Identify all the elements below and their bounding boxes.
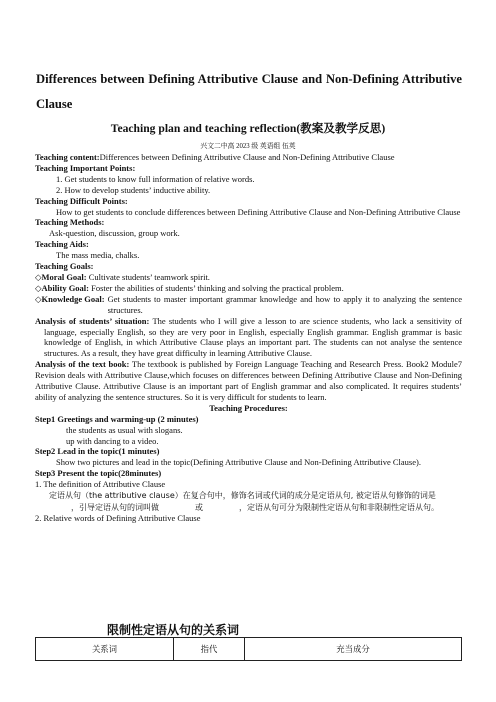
step1-heading: Step1 Greetings and warming-up (2 minutes) bbox=[35, 413, 199, 424]
analysis-textbook-text: The textbook is published by Foreign Language Teaching and Research Press. Book2 Module7 Revision deals with Attributive Clause,which focuses on differences between Defining Attributive Clause and Non-Defining Attributive Clause. Attributive Clause is an important part of English grammar and also complicated. It requires students’ ability of analyzing the sentence structures. So it is very difficult for students to learn. bbox=[35, 359, 462, 402]
definition-part-4: ，定语从句可分为限制性定语从句和非限制性定语从句。 bbox=[239, 502, 439, 512]
step2-wrap bbox=[35, 457, 462, 468]
moral-goal-label: ◇Moral Goal: bbox=[35, 271, 87, 282]
important-point-2: 2. How to develop students’ inductive ability. bbox=[56, 184, 211, 195]
step1-line-2: up with dancing to a video. bbox=[66, 435, 159, 446]
moral-goal-text: Cultivate students’ teamwork spirit. bbox=[88, 271, 210, 282]
ability-goal-label: ◇Ability Goal: bbox=[35, 282, 89, 293]
item-2-heading: 2. Relative words of Defining Attributive Clause bbox=[35, 513, 201, 524]
relative-words-table bbox=[35, 637, 462, 661]
analysis-textbook bbox=[35, 359, 462, 403]
knowledge-goal bbox=[35, 294, 462, 316]
difficult-points-heading: Teaching Difficult Points: bbox=[35, 195, 128, 206]
definition-part-1: 定语从句（the attributive clause）在复合句中，修饰名词或代词的成分是定语从句, 被定语从句修饰的词是 bbox=[49, 491, 436, 501]
moral-goal bbox=[35, 272, 462, 283]
methods-heading: Teaching Methods: bbox=[35, 217, 105, 228]
author-line: 兴文二中高 2023 级 英语组 伍英 bbox=[200, 143, 296, 150]
table-header-row bbox=[36, 638, 462, 661]
table-title: 限制性定语从句的关系词 bbox=[107, 623, 240, 637]
ability-goal bbox=[35, 283, 462, 294]
document-body bbox=[35, 152, 462, 524]
document-subtitle: Teaching plan and teaching reflection(教案及教学反思) bbox=[110, 122, 386, 135]
analysis-textbook-label: Analysis of the text book: bbox=[35, 359, 130, 370]
step1-line-1: the students as usual with slogans. bbox=[66, 424, 183, 435]
aids-heading: Teaching Aids: bbox=[35, 239, 89, 250]
aids-text: The mass media, chalks. bbox=[56, 250, 140, 261]
analysis-students-label: Analysis of students’ situation: bbox=[35, 315, 150, 326]
item-1-heading: 1. The definition of Attributive Clause bbox=[35, 479, 166, 490]
methods-text: Ask-question, discussion, group work. bbox=[49, 228, 180, 239]
teaching-content-text: Differences between Defining Attributive Clause and Non-Defining Attributive Clause bbox=[99, 152, 395, 162]
definition-paragraph bbox=[35, 490, 462, 513]
knowledge-goal-label: ◇Knowledge Goal: bbox=[35, 293, 105, 304]
definition-part-2: ，引导定语从句的词叫做 bbox=[71, 502, 159, 512]
step2-text: Show two pictures and lead in the topic(Defining Attributive Clause and Non-Defining Attributive Clause). bbox=[56, 457, 421, 468]
step3-heading: Step3 Present the topic(28minutes) bbox=[35, 468, 162, 479]
difficult-points-text: How to get students to conclude differences between Defining Attributive Clause and Non-Defining Attributive Clause bbox=[56, 206, 461, 217]
knowledge-goal-text: Get students to master important grammar knowledge and how to apply it to analyzing the sentence structures. bbox=[107, 293, 462, 315]
ability-goal-text: Foster the abilities of students’ thinking and solving the practical problem. bbox=[91, 282, 344, 293]
table-header-relative-word: 关系词 bbox=[36, 638, 174, 661]
goals-heading: Teaching Goals: bbox=[35, 261, 94, 272]
procedures-heading: Teaching Procedures: bbox=[209, 402, 288, 413]
teaching-content bbox=[35, 152, 462, 163]
step2-heading: Step2 Lead in the topic(1 minutes) bbox=[35, 446, 160, 457]
analysis-students-text: The students who I will give a lesson to are science students, who lack a sensitivity of language, especially English, so they are very poor in English, especially English grammar. English grammar is basic knowledge of English, in which Attributive Clause plays an important part. The students can not analyse the sentence structures. As a result, they have great difficulty in learning Attributive Clause. bbox=[44, 315, 462, 359]
table-header-function: 充当成分 bbox=[245, 638, 462, 661]
definition-part-3: 或 bbox=[195, 502, 203, 512]
document-title: Differences between Defining Attributive Clause and Non-Defining Attributive Clause bbox=[36, 72, 462, 111]
analysis-students bbox=[35, 316, 462, 360]
important-points-heading: Teaching Important Points: bbox=[35, 162, 136, 173]
table-header-refers-to: 指代 bbox=[174, 638, 245, 661]
difficult-points-wrap bbox=[35, 207, 462, 218]
important-point-1: 1. Get students to know full information of relative words. bbox=[56, 173, 255, 184]
teaching-content-label: Teaching content: bbox=[35, 152, 100, 162]
